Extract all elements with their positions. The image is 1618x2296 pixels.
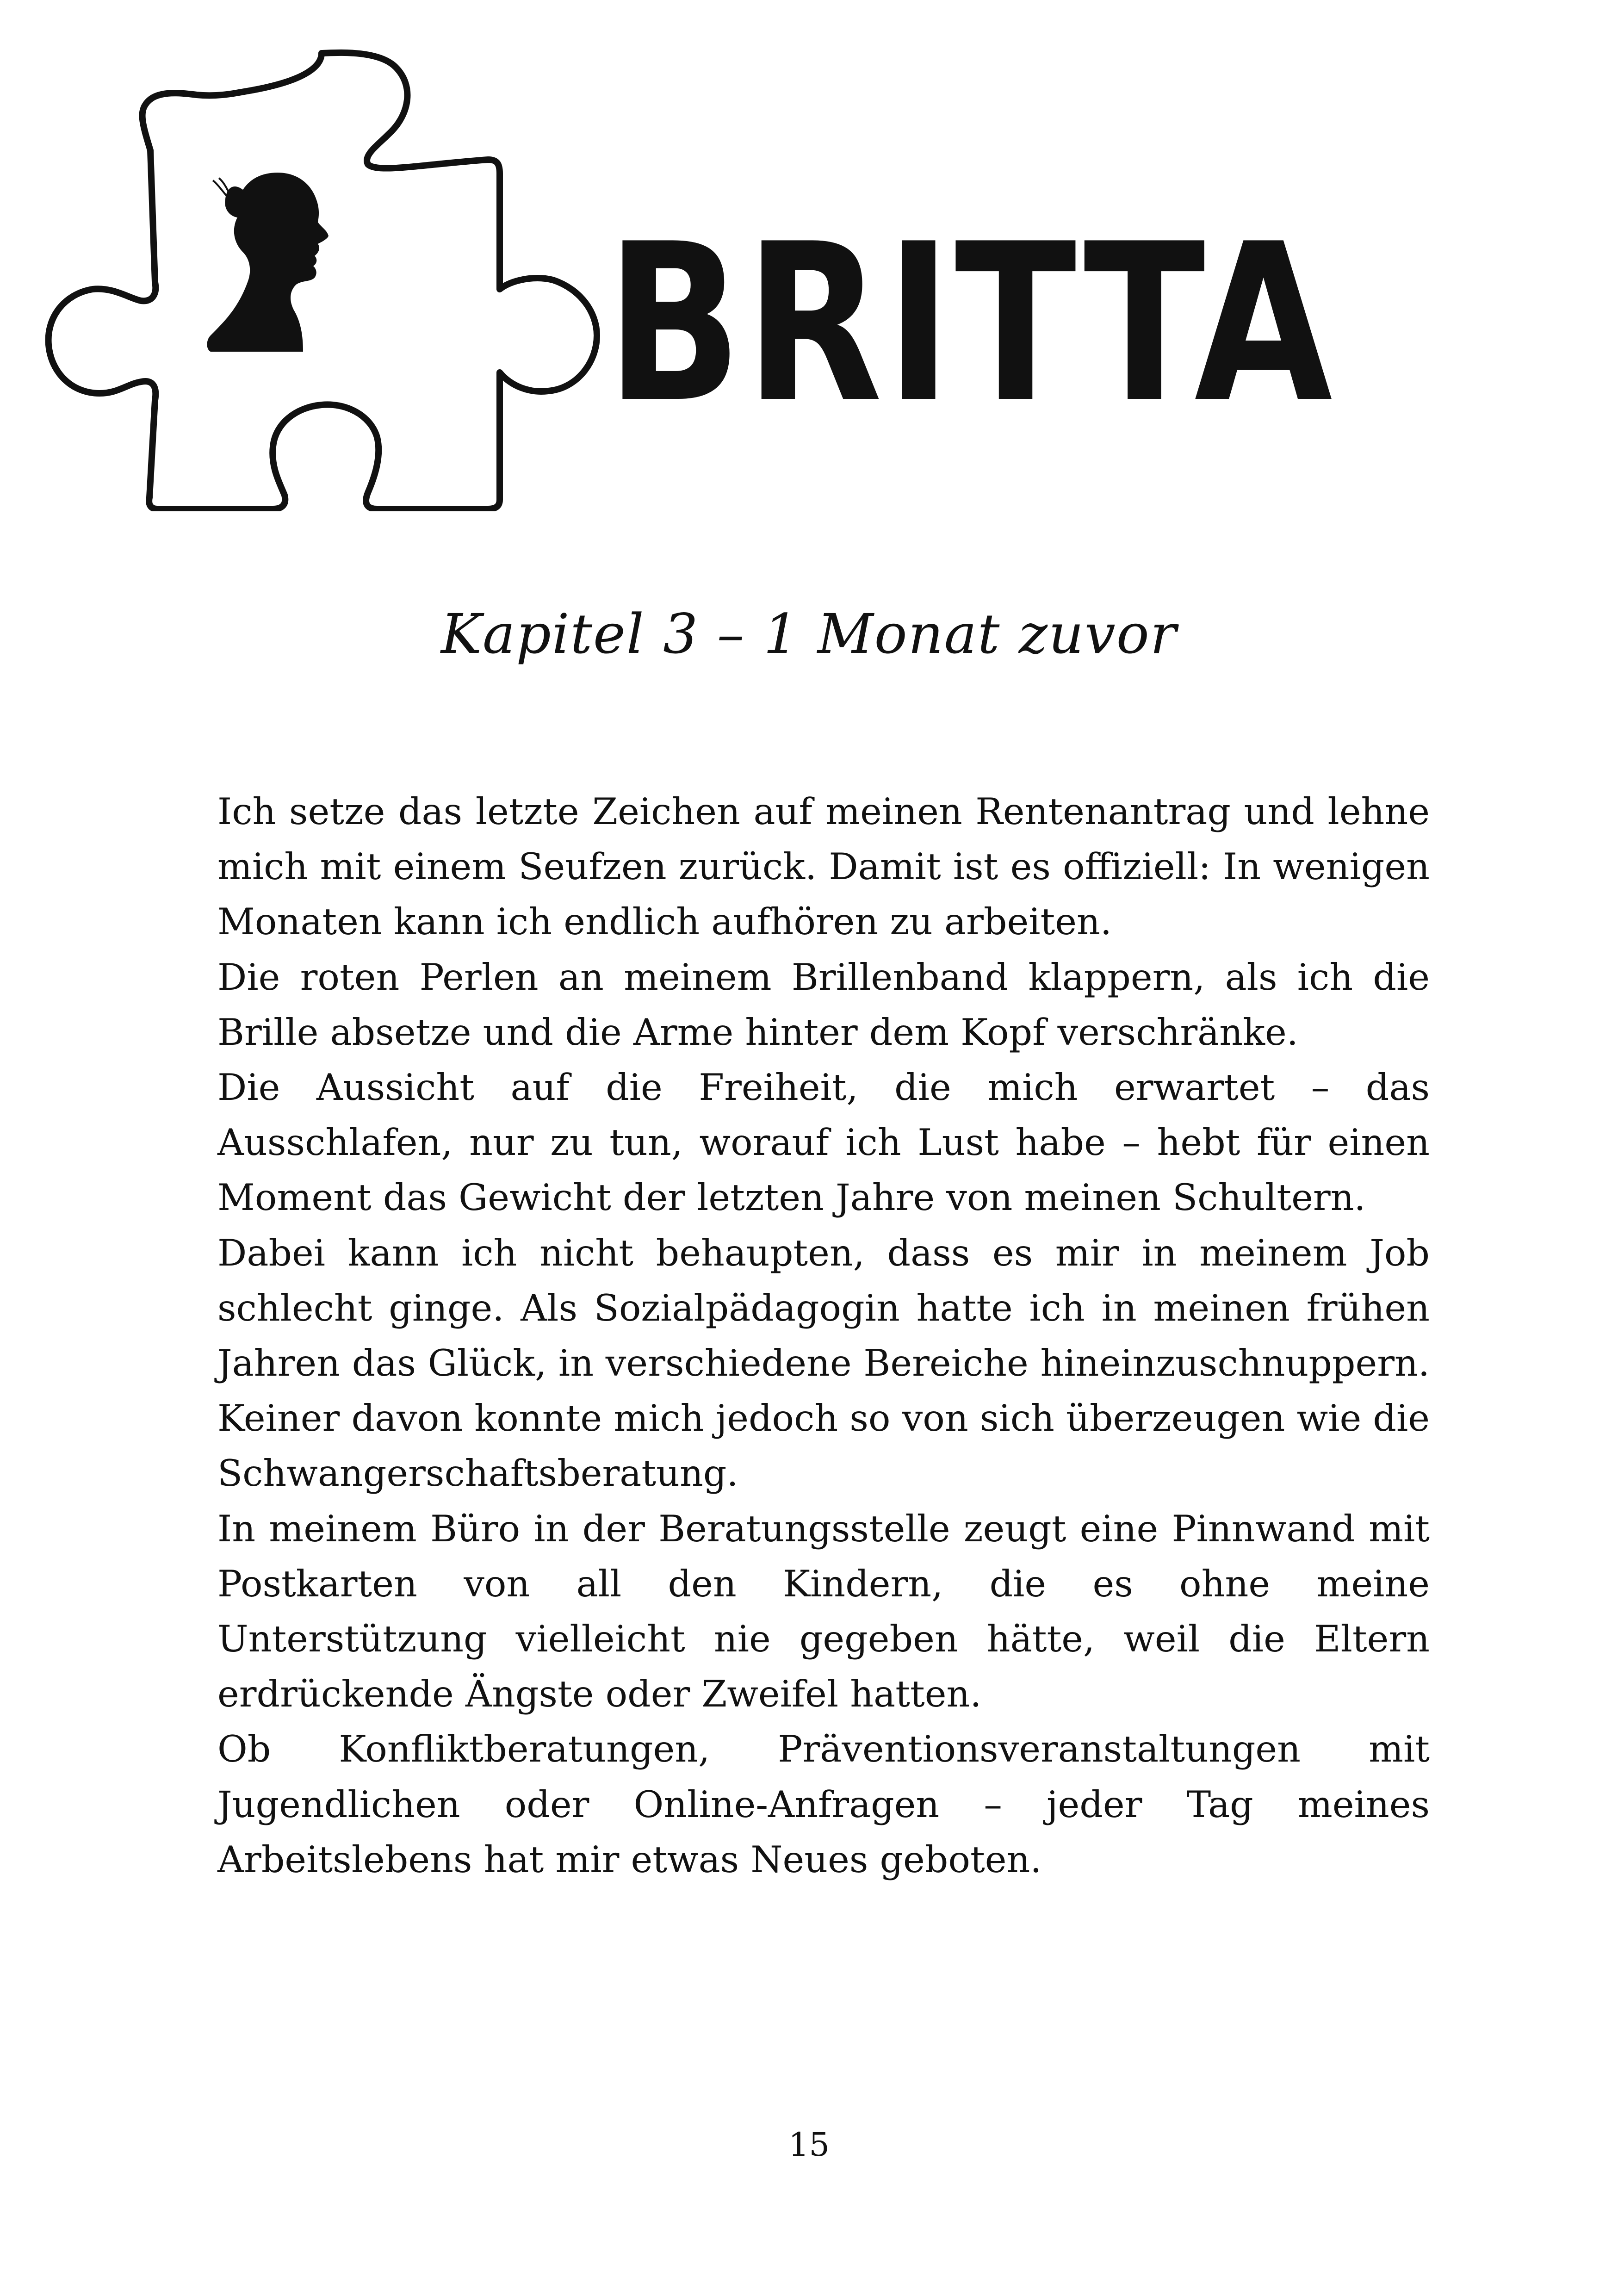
chapter-title: Kapitel 3 – 1 Monat zuvor xyxy=(440,602,1178,666)
paragraph: Ob Konfliktberatungen, Präventionsveranstaltungen mit Jugendlichen oder Online-Anfragen – jeder Tag meines Arbeitslebens hat mir etwas Neues geboten. xyxy=(217,1728,1430,1881)
page-number: 15 xyxy=(788,2126,830,2164)
paragraph: Dabei kann ich nicht behaupten, dass es mir in meinem Job schlecht ginge. Als Sozialpädagogin hatte ich in meinen frühen Jahren das Glück, in verschiedene Bereiche hineinzuschnuppern. Keiner davon konnte mich jedoch so von sich überzeugen wie die Schwangerschaftsberatung. xyxy=(217,1231,1430,1495)
chapter-body-text xyxy=(217,784,1430,1887)
paragraph: Ich setze das letzte Zeichen auf meinen Rentenantrag und lehne mich mit einem Seufzen zurück. Damit ist es offiziell: In wenigen Monaten kann ich endlich aufhören zu arbeiten. xyxy=(217,790,1430,943)
paragraph: In meinem Büro in der Beratungsstelle zeugt eine Pinnwand mit Postkarten von all den Kindern, die es ohne meine Unterstützung vielleicht nie gegeben hätte, weil die Eltern erdrückende Ängste oder Zweifel hatten. xyxy=(217,1507,1430,1716)
paragraph: Die Aussicht auf die Freiheit, die mich erwartet – das Ausschlafen, nur zu tun, worauf ich Lust habe – hebt für einen Moment das Gewicht der letzten Jahre von meinen Schultern. xyxy=(217,1066,1430,1219)
puzzle-piece-silhouette-icon xyxy=(44,49,604,511)
paragraph: Die roten Perlen an meinem Brillenband klappern, als ich die Brille absetze und die Arme hinter dem Kopf verschränke. xyxy=(217,956,1430,1054)
character-name-heading: BRITTA xyxy=(606,197,1336,450)
